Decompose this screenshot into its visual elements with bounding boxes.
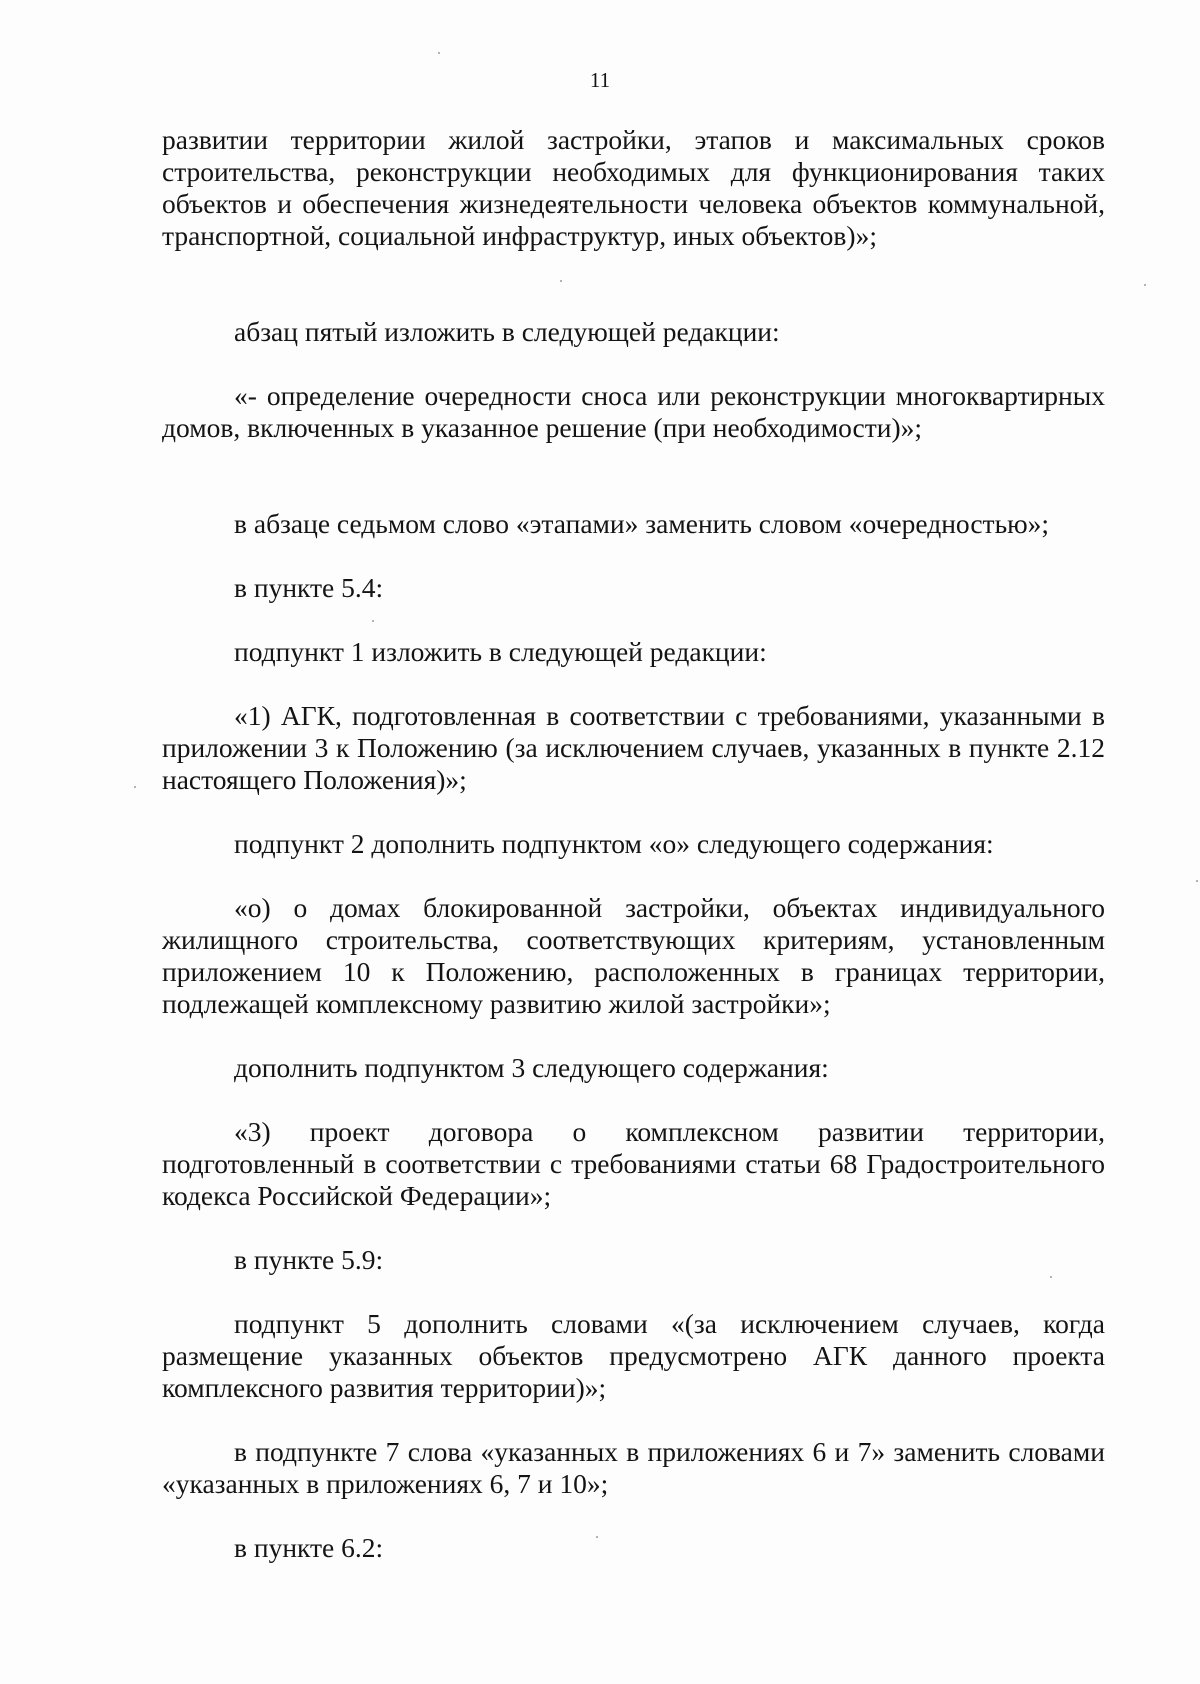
paragraph-quoted-definition: «- определение очередности сноса или реконструкции многоквартирных домов, включенных в указанное решение (при необходимости)»; bbox=[162, 380, 1105, 443]
paragraph-quoted-subpoint-o: «о) о домах блокированной застройки, объектах индивидуального жилищного строительства, соответствующих критериям, установленным приложением 10 к Положению, расположенных в границах территории, подлежащей комплексному развитию жилой застройки»; bbox=[162, 892, 1105, 1019]
paragraph-subpoint-2-instruction: подпункт 2 дополнить подпунктом «о» следующего содержания: bbox=[234, 828, 994, 859]
paragraph-subpoint-5-addition: подпункт 5 дополнить словами «(за исключением случаев, когда размещение указанных объектов предусмотрено АГК данного проекта комплексного развития территории)»; bbox=[162, 1308, 1105, 1403]
scan-speck bbox=[372, 620, 374, 622]
scan-speck bbox=[134, 786, 136, 788]
paragraph-instruction-fifth-abzac: абзац пятый изложить в следующей редакции: bbox=[234, 316, 780, 347]
paragraph-continuation: развитии территории жилой застройки, этапов и максимальных сроков строительства, реконструкции необходимых для функционирования таких объектов и обеспечения жизнедеятельности человека объектов коммунальной, транспортной, социальной инфраструктур, иных объектов)»; bbox=[162, 124, 1105, 251]
paragraph-quoted-subpoint-3: «3) проект договора о комплексном развитии территории, подготовленный в соответствии с требованиями статьи 68 Градостроительного кодекса Российской Федерации»; bbox=[162, 1116, 1105, 1211]
paragraph-quoted-subpoint-1: «1) АГК, подготовленная в соответствии с требованиями, указанными в приложении 3 к Положению (за исключением случаев, указанных в пункте 2.12 настоящего Положения)»; bbox=[162, 700, 1105, 795]
paragraph-subpoint-7-replacement: в подпункте 7 слова «указанных в приложениях 6 и 7» заменить словами «указанных в приложениях 6, 7 и 10»; bbox=[162, 1436, 1105, 1499]
paragraph-subpoint-3-instruction: дополнить подпунктом 3 следующего содержания: bbox=[234, 1052, 829, 1083]
scan-speck bbox=[1050, 1276, 1052, 1278]
scan-speck bbox=[1196, 880, 1198, 882]
scan-speck bbox=[560, 280, 562, 282]
paragraph-subpoint-1-instruction: подпункт 1 изложить в следующей редакции: bbox=[234, 636, 767, 667]
paragraph-point-6-2: в пункте 6.2: bbox=[234, 1532, 384, 1563]
paragraph-instruction-seventh-abzac: в абзаце седьмом слово «этапами» заменить словом «очередностью»; bbox=[234, 508, 1050, 539]
paragraph-point-5-4: в пункте 5.4: bbox=[234, 572, 384, 603]
scan-speck bbox=[596, 1536, 598, 1538]
page-number: 11 bbox=[589, 68, 611, 92]
paragraph-point-5-9: в пункте 5.9: bbox=[234, 1244, 384, 1275]
scan-speck bbox=[438, 52, 440, 54]
scan-speck bbox=[1144, 284, 1146, 286]
